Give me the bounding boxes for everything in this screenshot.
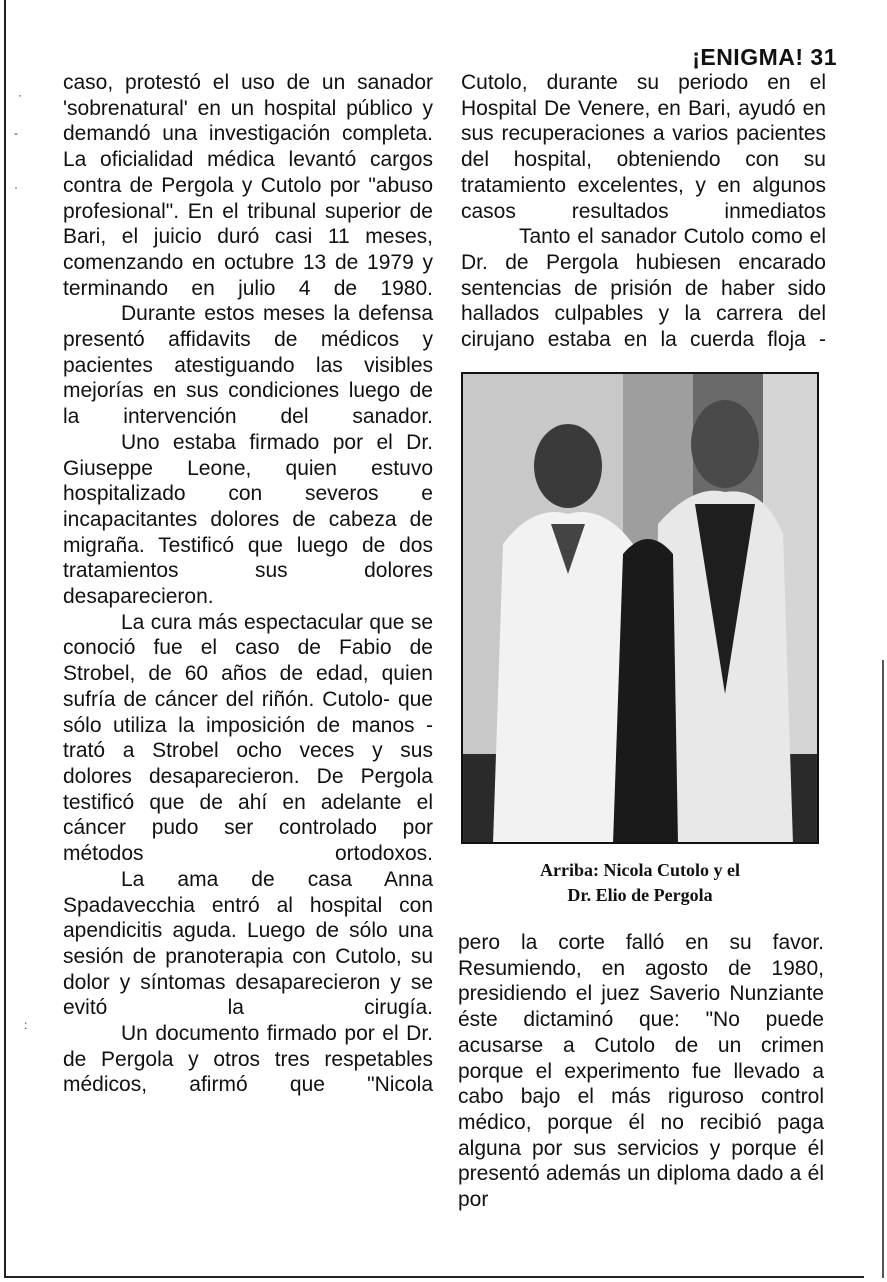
page-header: [692, 44, 837, 71]
photograph: [461, 372, 819, 844]
caption-line: Dr. Elio de Pergola: [567, 885, 713, 905]
paragraph: La cura más espectacular que se conoció fue el caso de Fabio de Strobel, de 60 años de edad, quien sufría de cáncer del riñón. Cutolo- que sólo utiliza la imposición de manos - trató a Strobel ocho veces y sus dolores desaparecieron. De Pergola testificó que de ahí en adelante el cáncer pudo ser controlado por métodos ortodoxos.: [63, 610, 433, 866]
scan-speck: ·: [18, 88, 22, 102]
page-border-bottom: [4, 1276, 864, 1278]
paragraph: La ama de casa Anna Spadavecchia entró al hospital con apendicitis aguda. Luego de sólo una sesión de pranoterapia con Cutolo, su dolor y síntomas desaparecieron y se evitó la cirugía.: [63, 867, 433, 1020]
page-border-right: [882, 660, 884, 1278]
paragraph: Durante estos meses la defensa presentó affidavits de médicos y pacientes atestiguando las visibles mejorías en sus condiciones luego de la intervención del sanador.: [63, 302, 433, 429]
photo-caption: [461, 858, 819, 908]
paragraph: pero la corte falló en su favor. Resumiendo, en agosto de 1980, presidiendo el juez Saverio Nunziante éste dictaminó que: "No puede acusarse a Cutolo de un crimen porque el experimento fue llevado a cabo bajo el más riguroso control médico, porque él no recibió paga alguna por sus servicios y porque él presentó además un diploma dado a él por: [458, 931, 824, 1212]
left-column: [63, 70, 433, 1098]
page-border-left: [4, 0, 6, 1278]
scan-speck: :: [24, 1018, 28, 1032]
right-column-bottom: [458, 930, 824, 1213]
paragraph: Un documento firmado por el Dr. de Pergola y otros tres respetables médicos, afirmó que "Nicola: [63, 1022, 433, 1097]
page-number: 31: [810, 44, 837, 70]
photograph-image: [463, 374, 817, 842]
paragraph: caso, protestó el uso de un sanador 'sobrenatural' en un hospital público y demandó una investigación completa. La oficialidad médica levantó cargos contra de Pergola y Cutolo por "abuso profesional". En el tribunal superior de Bari, el juicio duró casi 11 meses, comenzando en octubre 13 de 1979 y terminando en julio 4 de 1980.: [63, 71, 433, 300]
scan-speck: ·: [14, 180, 18, 194]
caption-line: Arriba: Nicola Cutolo y el: [540, 860, 740, 880]
paragraph: Uno estaba firmado por el Dr. Giuseppe Leone, quien estuvo hospitalizado con severos e incapacitantes dolores de cabeza de migraña. Testificó que luego de dos tratamientos sus dolores desaparecieron.: [63, 430, 433, 609]
magazine-title: ¡ENIGMA!: [692, 44, 804, 70]
paragraph: Cutolo, durante su periodo en el Hospital De Venere, en Bari, ayudó en sus recuperaciones a varios pacientes del hospital, obteniendo con su tratamiento excelentes, y en algunos casos resultados inmediatos: [461, 71, 826, 223]
paragraph: Tanto el sanador Cutolo como el Dr. de Pergola hubiesen encarado sentencias de prisión de haber sido hallados culpables y la carrera del cirujano estaba en la cuerda floja -: [461, 225, 826, 352]
scan-speck: -: [14, 126, 18, 140]
right-column-top: [461, 70, 826, 353]
